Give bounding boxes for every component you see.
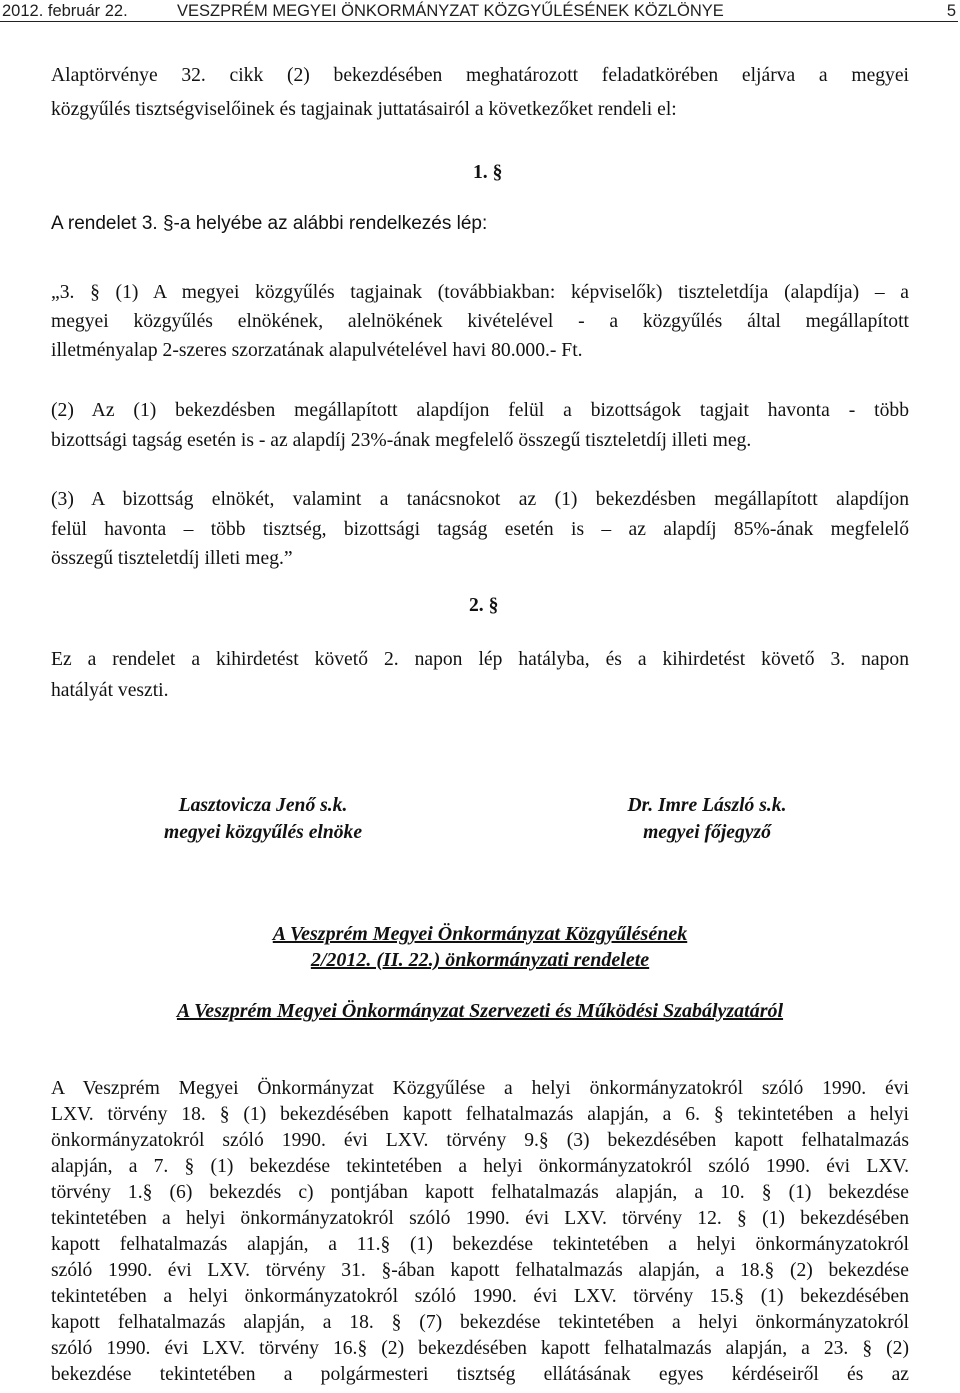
paragraph-1-line: illetményalap 2-szeres szorzatának alapulvételével havi 80.000.- Ft.: [51, 340, 583, 361]
ordinance-body-line: szóló 1990. évi LXV. törvény 31. §-ában kapott felhatalmazás alapján, a 18.§ (2) bekezdése: [51, 1260, 909, 1281]
signature-block-right: [542, 792, 872, 846]
ordinance-body-line: A Veszprém Megyei Önkormányzat Közgyűlése a helyi önkormányzatokról szóló 1990. évi: [51, 1078, 909, 1099]
ordinance-body-line: szóló 1990. évi LXV. törvény 16.§ (2) bekezdésében kapott felhatalmazás alapján, a 23. § (2): [51, 1338, 909, 1359]
ordinance-body-line: törvény 1.§ (6) bekezdés c) pontjában kapott felhatalmazás alapján, a 10. § (1) bekezdése: [51, 1182, 909, 1203]
paragraph-2-line: (2) Az (1) bekezdésben megállapított alapdíjon felül a bizottságok tagjait havonta - több: [51, 400, 909, 421]
header-date: 2012. február 22.: [2, 2, 128, 20]
paragraph-2-line: bizottsági tagság esetén is - az alapdíj 23%-ának megfelelő összegű tiszteletdíj illeti meg.: [51, 430, 752, 451]
section-1-heading: 1. §: [473, 162, 503, 183]
paragraph-1-line: „3. § (1) A megyei közgyűlés tagjainak (továbbiakban: képviselők) tiszteletdíja (alapdíja) – a: [51, 282, 909, 303]
page-header: [0, 0, 960, 24]
ordinance-body-line: LXV. törvény 18. § (1) bekezdésében kapott felhatalmazás alapján, a 6. § tekintetében a helyi: [51, 1104, 909, 1125]
signature-name: Lasztovicza Jenő s.k.: [178, 795, 348, 816]
paragraph-3-line: felül havonta – több tisztség, bizottsági tagság esetén is – az alapdíj 85%-ának megfelelő: [51, 519, 909, 540]
paragraph-1-line: megyei közgyűlés elnökének, alelnökének kivételével - a közgyűlés által megállapított: [51, 311, 909, 332]
ordinance-body-line: tekintetében a helyi önkormányzatokról szóló 1990. évi LXV. törvény 15.§ (1) bekezdésében: [51, 1286, 909, 1307]
signature-block-left: [98, 792, 428, 846]
intro-line: Alaptörvénye 32. cikk (2) bekezdésében meghatározott feladatkörében eljárva a megyei: [51, 65, 909, 86]
header-rule: [0, 21, 958, 22]
section-2-heading: 2. §: [469, 595, 499, 616]
ordinance-subtitle: A Veszprém Megyei Önkormányzat Szervezeti és Működési Szabályzatáról: [176, 1000, 784, 1022]
ordinance-body-line: alapján, a 7. § (1) bekezdése tekintetében a helyi önkormányzatokról szóló 1990. évi LXV.: [51, 1156, 909, 1177]
section-1-lead: A rendelet 3. §-a helyébe az alábbi rendelkezés lép:: [51, 213, 488, 234]
ordinance-body-line: kapott felhatalmazás alapján, a 18. § (7) bekezdése tekintetében a helyi önkormányzatokról: [51, 1312, 909, 1333]
section-2-line: hatályát veszti.: [51, 680, 169, 701]
header-page-number: 5: [946, 2, 956, 20]
paragraph-3-line: összegű tiszteletdíj illeti meg.”: [51, 548, 293, 569]
ordinance-body-line: bekezdése tekintetében a polgármesteri tisztség ellátásának egyes kérdéseiről és az: [51, 1364, 909, 1385]
intro-line: közgyűlés tisztségviselőinek és tagjainak juttatásairól a következőket rendeli el:: [51, 99, 677, 120]
signature-role: megyei főjegyző: [643, 822, 771, 843]
ordinance-body-line: önkormányzatokról szóló 1990. évi LXV. törvény 9.§ (3) bekezdésében kapott felhatalmazás: [51, 1130, 909, 1151]
section-2-line: Ez a rendelet a kihirdetést követő 2. napon lép hatályba, és a kihirdetést követő 3. napon: [51, 649, 909, 670]
header-title: VESZPRÉM MEGYEI ÖNKORMÁNYZAT KÖZGYŰLÉSÉNEK KÖZLÖNYE: [177, 2, 724, 20]
ordinance-title-line-1: A Veszprém Megyei Önkormányzat Közgyűlésének: [272, 923, 688, 945]
paragraph-3-line: (3) A bizottság elnökét, valamint a tanácsnokot az (1) bekezdésben megállapított alapdíjon: [51, 489, 909, 510]
ordinance-body-line: tekintetében a helyi önkormányzatokról szóló 1990. évi LXV. törvény 12. § (1) bekezdésében: [51, 1208, 909, 1229]
signature-name: Dr. Imre László s.k.: [627, 795, 787, 816]
ordinance-body-line: kapott felhatalmazás alapján, a 11.§ (1) bekezdése tekintetében a helyi önkormányzatokról: [51, 1234, 909, 1255]
signature-role: megyei közgyűlés elnöke: [163, 822, 363, 843]
ordinance-title-line-2: 2/2012. (II. 22.) önkormányzati rendelete: [310, 949, 650, 971]
